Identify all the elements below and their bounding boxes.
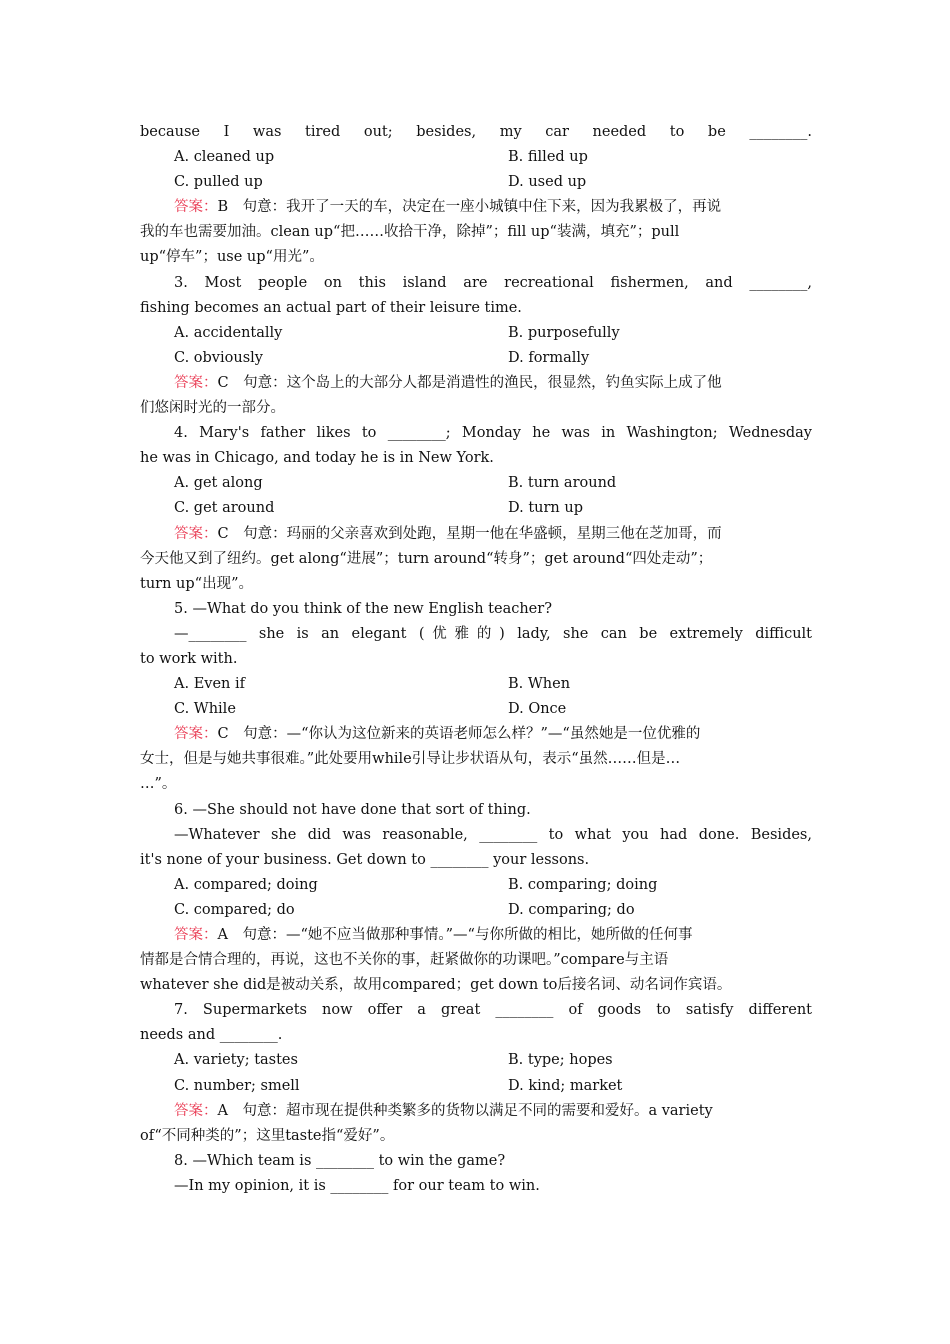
option-d: D. formally <box>508 349 590 366</box>
answer-text: A 句意：超市现在提供种类繁多的货物以满足不同的需要和爱好。a variety <box>217 1102 713 1119</box>
option-d: D. comparing; do <box>508 901 635 918</box>
question-5: 5. —What do you think of the new English teacher? <box>174 600 552 617</box>
text-line: needs and ________. <box>140 1027 283 1044</box>
answer-label: 答案： <box>174 726 218 743</box>
text-line: of“不同种类的”；这里taste指“爱好”。 <box>140 1127 395 1144</box>
option-row <box>140 697 812 722</box>
answer-text: C 句意：—“你认为这位新来的英语老师怎么样？”—“虽然她是一位优雅的 <box>217 726 701 743</box>
option-d: D. used up <box>508 174 587 191</box>
option-c: C. get around <box>174 500 275 517</box>
option-row <box>140 873 812 898</box>
text-line: whatever she did是被动关系，故用compared；get down to后接名词、动名词作宾语。 <box>140 977 732 994</box>
question-4: 4. Mary's father likes to ________; Monday he was in Washington; Wednesday <box>174 425 812 442</box>
option-b: B. purposefully <box>508 324 620 341</box>
text-line: 女士，但是与她共事很难。”此处要用while引导让步状语从句，表示“虽然……但是… <box>140 751 681 768</box>
option-row <box>140 170 812 195</box>
option-c: C. compared; do <box>174 901 295 918</box>
option-c: C. obviously <box>174 349 263 366</box>
option-row <box>140 496 812 521</box>
answer-text: B 句意：我开了一天的车，决定在一座小城镇中住下来，因为我累极了，再说 <box>217 199 722 216</box>
option-a: A. compared; doing <box>174 876 318 893</box>
text-line: turn up“出现”。 <box>140 575 253 592</box>
option-a: A. accidentally <box>174 324 283 341</box>
option-b: B. comparing; doing <box>508 876 658 893</box>
answer-text: C 句意：这个岛上的大部分人都是消遣性的渔民，很显然，钓鱼实际上成了他 <box>217 374 722 391</box>
option-row <box>140 346 812 371</box>
text-line: 们悠闲时光的一部分。 <box>140 400 285 417</box>
text-line: fishing becomes an actual part of their leisure time. <box>140 299 522 316</box>
answer-line <box>140 722 812 747</box>
option-row <box>140 898 812 923</box>
option-d: D. kind; market <box>508 1077 623 1094</box>
text-line: 今天他又到了纽约。get along“进展”；turn around“转身”；get around“四处走动”； <box>140 550 713 567</box>
option-row <box>140 321 812 346</box>
answer-text: A 句意：—“她不应当做那种事情。”—“与你所做的相比，她所做的任何事 <box>217 927 693 943</box>
option-b: B. turn around <box>508 475 617 492</box>
answer-text: C 句意：玛丽的父亲喜欢到处跑，星期一他在华盛顿，星期三他在芝加哥，而 <box>217 525 722 542</box>
document-page <box>140 120 812 1199</box>
option-a: A. cleaned up <box>174 149 275 166</box>
question-7: 7. Supermarkets now offer a great ________ of goods to satisfy different <box>174 1002 812 1019</box>
option-row <box>140 145 812 170</box>
question-6: 6. —She should not have done that sort of thing. <box>174 801 531 818</box>
option-a: A. Even if <box>174 676 245 693</box>
answer-label: 答案： <box>174 199 218 216</box>
option-d: D. turn up <box>508 500 583 517</box>
text-line: —________ she is an elegant (优雅的) lady, she can be extremely difficult <box>174 625 812 642</box>
text-line: it's none of your business. Get down to ________ your lessons. <box>140 851 590 868</box>
answer-line <box>140 195 812 220</box>
text-line: because I was tired out; besides, my car needed to be ________. <box>140 124 812 140</box>
text-line: up“停车”；use up“用光”。 <box>140 249 324 266</box>
answer-label: 答案： <box>174 525 218 542</box>
option-c: C. While <box>174 701 236 718</box>
option-d: D. Once <box>508 701 567 718</box>
text-line: to work with. <box>140 650 238 667</box>
answer-line <box>140 1099 812 1124</box>
option-a: A. variety; tastes <box>174 1052 298 1069</box>
text-line: —In my opinion, it is ________ for our team to win. <box>174 1177 540 1194</box>
answer-line <box>140 923 812 948</box>
option-b: B. filled up <box>508 149 588 166</box>
answer-line <box>140 522 812 547</box>
text-line: —Whatever she did was reasonable, ________ to what you had done. Besides, <box>174 826 812 843</box>
option-row <box>140 471 812 496</box>
option-row <box>140 672 812 697</box>
option-a: A. get along <box>174 475 263 492</box>
option-b: B. When <box>508 676 571 693</box>
answer-label: 答案： <box>174 374 218 391</box>
question-8: 8. —Which team is ________ to win the game? <box>174 1152 506 1169</box>
text-line: …”。 <box>140 776 177 793</box>
answer-line <box>140 371 812 396</box>
question-3: 3. Most people on this island are recreational fishermen, and ________, <box>174 274 812 291</box>
answer-label: 答案： <box>174 927 218 943</box>
option-c: C. pulled up <box>174 174 263 191</box>
option-c: C. number; smell <box>174 1077 300 1094</box>
option-b: B. type; hopes <box>508 1052 613 1069</box>
text-line: 情都是合情合理的，再说，这也不关你的事，赶紧做你的功课吧。”compare与主语 <box>140 952 669 969</box>
answer-label: 答案： <box>174 1102 218 1119</box>
option-row <box>140 1048 812 1073</box>
option-row <box>140 1074 812 1099</box>
text-line: he was in Chicago, and today he is in New York. <box>140 450 494 467</box>
text-line: 我的车也需要加油。clean up“把……收拾干净，除掉”；fill up“装满，填充”；pull <box>140 224 680 241</box>
